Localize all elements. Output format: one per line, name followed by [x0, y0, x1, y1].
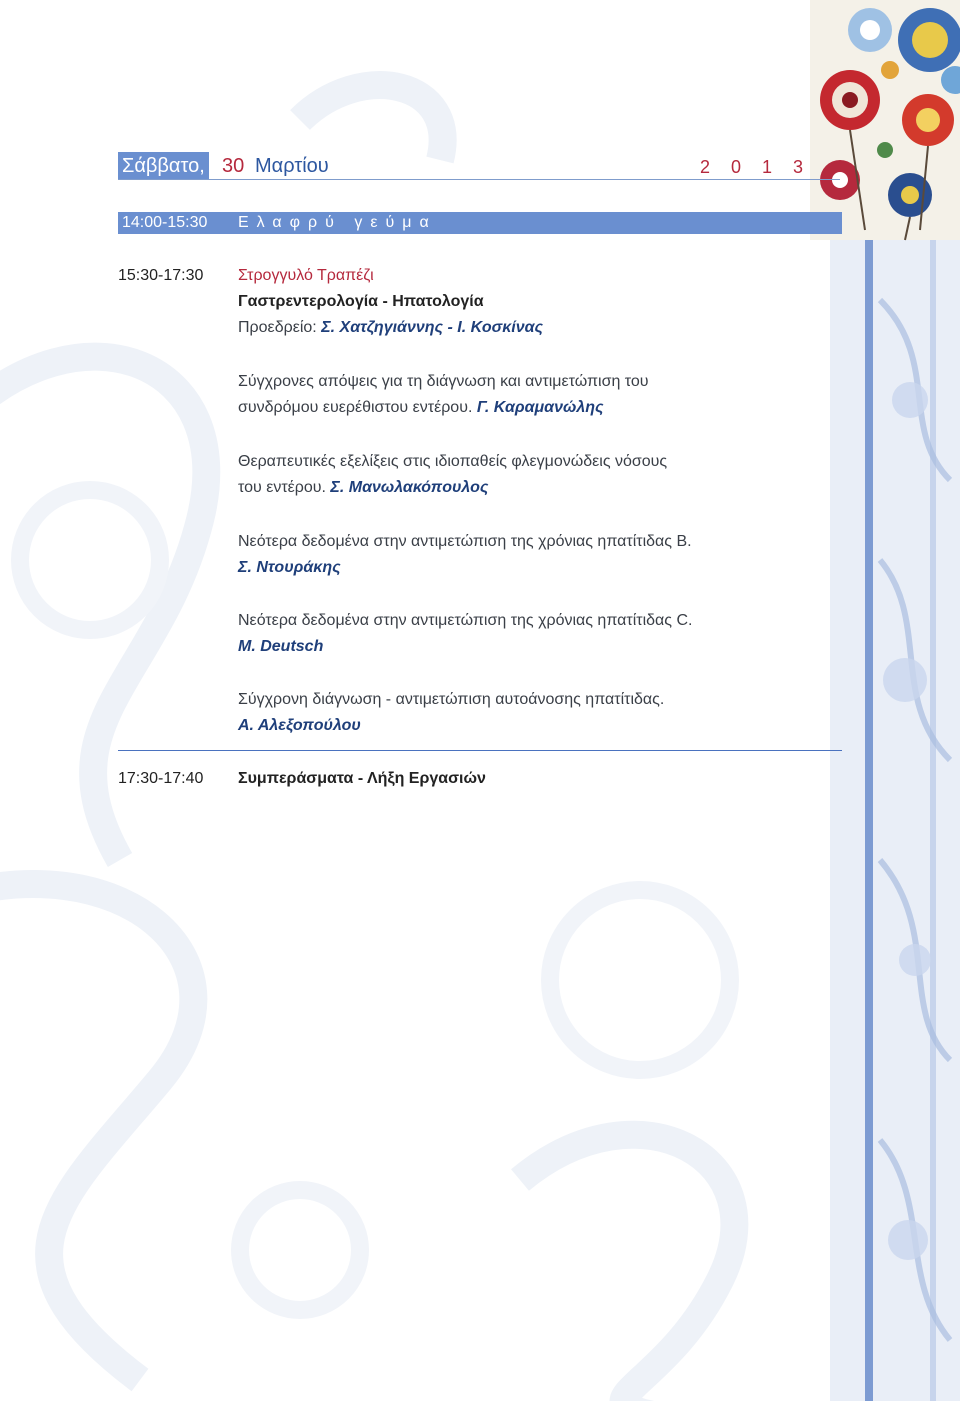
- talk-title-line: Θεραπευτικές εξελίξεις στις ιδιοπαθείς φλεγμονώδεις νόσους: [238, 453, 668, 470]
- session-chairs: [238, 319, 543, 337]
- talk-title-continuation: συνδρόμου ευερέθιστου εντέρου.: [238, 399, 473, 416]
- chairs-label: Προεδρείο:: [238, 319, 317, 336]
- closing-time: 17:30-17:40: [118, 770, 204, 787]
- closing-title: Συμπεράσματα - Λήξη Εργασιών: [238, 770, 486, 787]
- session-title: Στρογγυλό Τραπέζι: [238, 267, 374, 284]
- header-divider: [118, 179, 840, 180]
- day-label: Σάββατο,: [118, 152, 209, 180]
- year-label: 2 0 1 3: [700, 157, 812, 177]
- date-month: Μαρτίου: [255, 155, 329, 177]
- session-time: 15:30-17:30: [118, 267, 204, 284]
- talk-title-continuation: του εντέρου.: [238, 479, 326, 496]
- talk-title-line: Σύγχρονες απόψεις για τη διάγνωση και αντιμετώπιση του: [238, 373, 649, 390]
- talk-title-line: [238, 479, 488, 497]
- talk-title-line: Σύγχρονη διάγνωση - αντιμετώπιση αυτοάνοσης ηπατίτιδας.: [238, 691, 665, 708]
- lunch-bar: [118, 212, 842, 234]
- lunch-time: 14:00-15:30: [122, 214, 208, 231]
- talk-title-line: Νεότερα δεδομένα στην αντιμετώπιση της χρόνιας ηπατίτιδας Β.: [238, 533, 692, 550]
- talk-speaker: Σ. Ντουράκης: [238, 559, 341, 576]
- session-subtitle: Γαστρεντερολογία - Ηπατολογία: [238, 293, 484, 310]
- talk-speaker: Γ. Καραμανώλης: [476, 399, 604, 416]
- talk-speaker: Σ. Μανωλακόπουλος: [330, 479, 489, 496]
- talk-speaker: M. Deutsch: [238, 638, 324, 655]
- chairs-names: Σ. Χατζηγιάννης - Ι. Κοσκίνας: [321, 319, 544, 336]
- lunch-title: Ελαφρύ γεύμα: [238, 214, 437, 231]
- talk-title-line: Νεότερα δεδομένα στην αντιμετώπιση της χρόνιας ηπατίτιδας C.: [238, 612, 693, 629]
- date-number: 30: [222, 155, 245, 177]
- section-divider: [118, 750, 842, 751]
- talk-title-line: [238, 399, 604, 417]
- talk-speaker: Α. Αλεξοπούλου: [238, 717, 361, 734]
